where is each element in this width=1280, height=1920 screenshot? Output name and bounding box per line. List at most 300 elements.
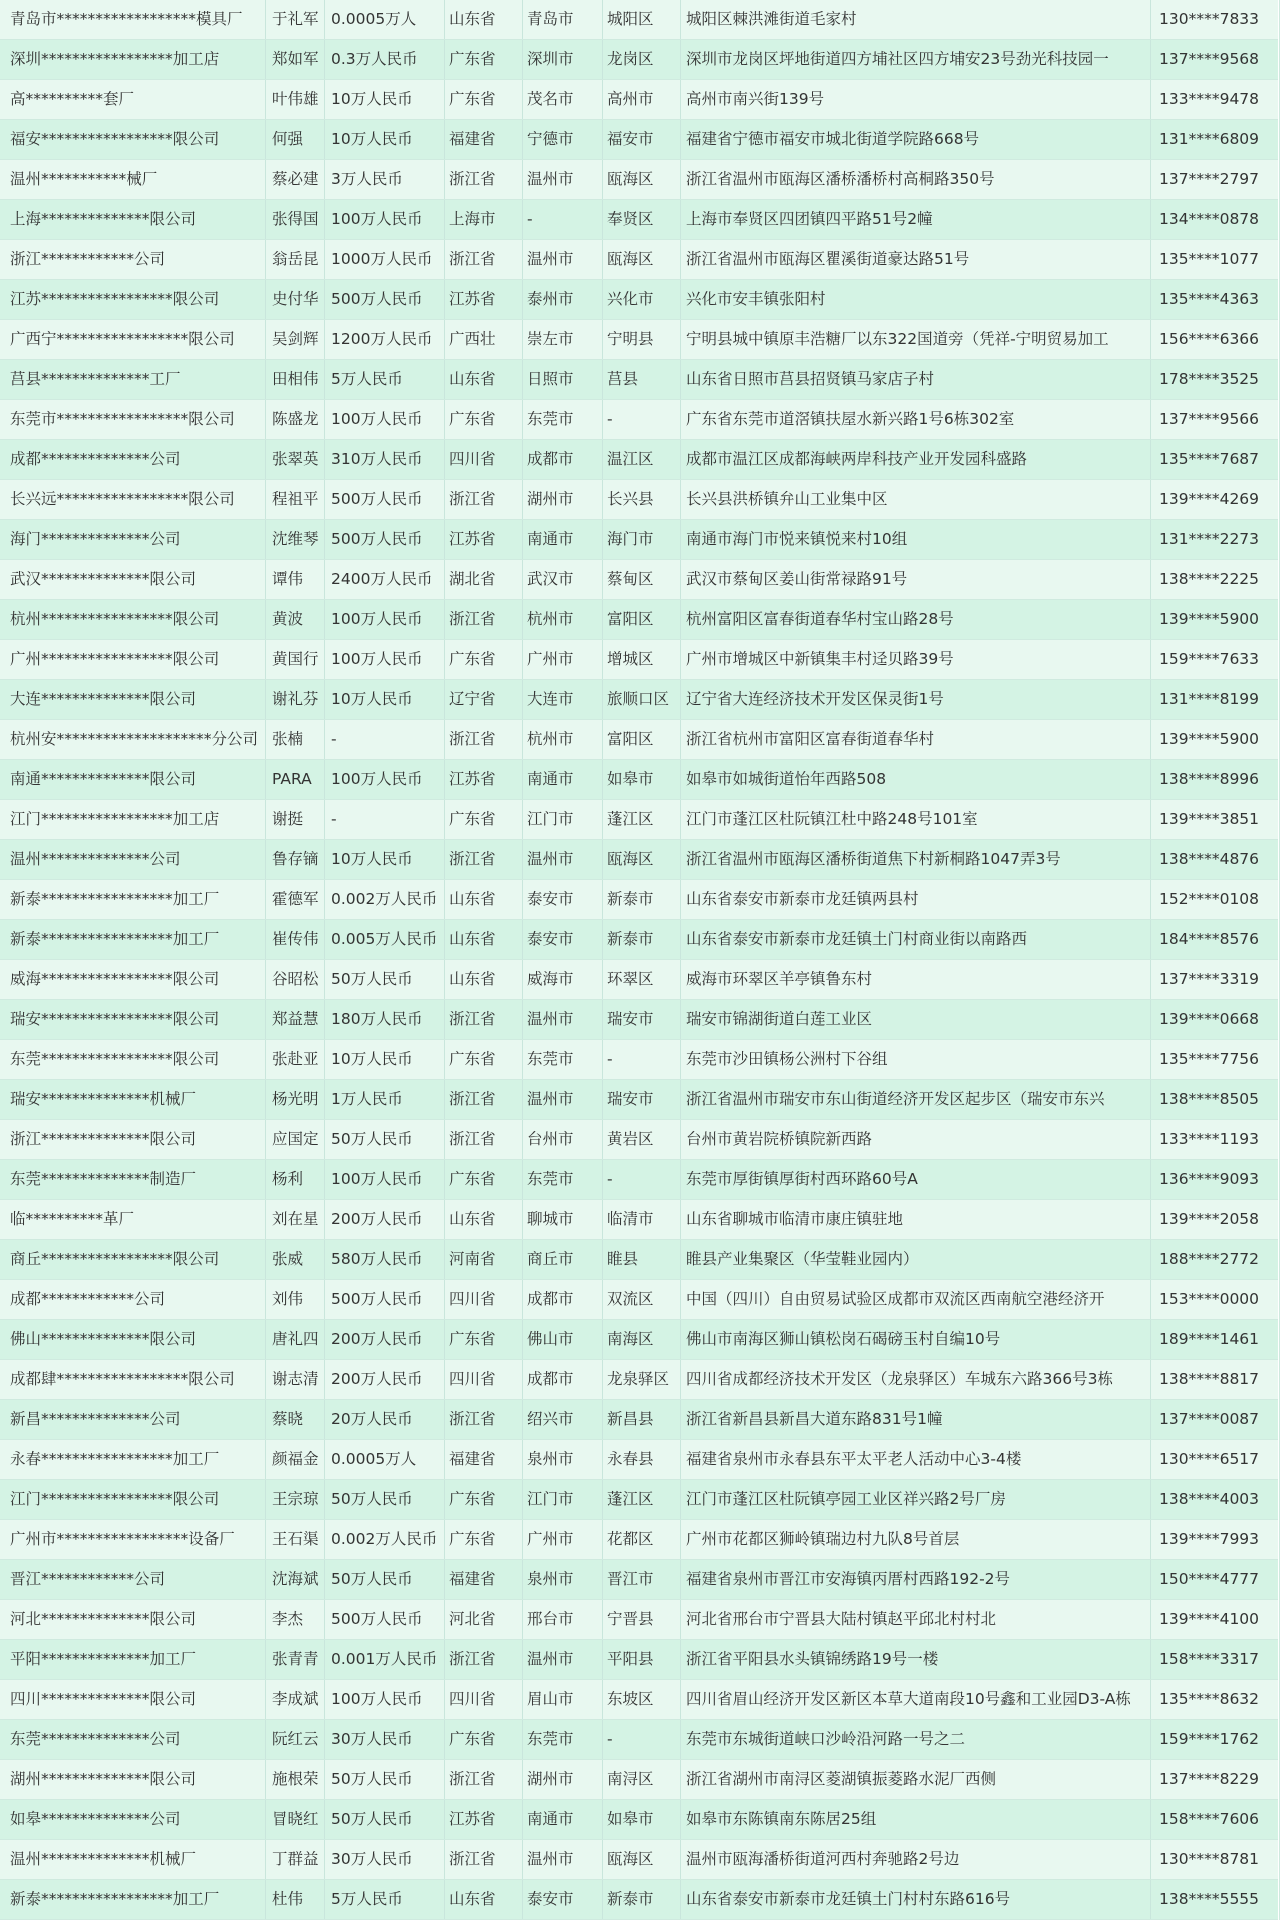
registered-capital-cell: 5万人民币 (325, 1880, 445, 1919)
address-cell: 佛山市南海区狮山镇松岗石碣磅玉村自编10号 (681, 1320, 1151, 1359)
legal-rep-cell: 阮红云 (266, 1720, 325, 1759)
table-row (0, 840, 1278, 880)
table-row (0, 760, 1278, 800)
registered-capital-cell: 50万人民币 (325, 1120, 445, 1159)
city-cell: 温州市 (523, 1840, 603, 1879)
registered-capital-cell: 3万人民币 (325, 160, 445, 199)
registered-capital-cell: 10万人民币 (325, 840, 445, 879)
legal-rep-cell: 霍德军 (266, 880, 325, 919)
district-cell: 瓯海区 (603, 240, 681, 279)
address-cell: 四川省成都经济技术开发区（龙泉驿区）车城东六路366号3栋 (681, 1360, 1151, 1399)
legal-rep-cell: 叶伟雄 (266, 80, 325, 119)
company-name-cell: 成都**************公司 (0, 440, 266, 479)
province-cell: 广东省 (445, 40, 523, 79)
address-cell: 东莞市厚街镇厚街村西环路60号A (681, 1160, 1151, 1199)
company-name-cell: 晋江************公司 (0, 1560, 266, 1599)
province-cell: 广东省 (445, 400, 523, 439)
registered-capital-cell: - (325, 720, 445, 759)
legal-rep-cell: 沈海斌 (266, 1560, 325, 1599)
district-cell: 瓯海区 (603, 160, 681, 199)
city-cell: 日照市 (523, 360, 603, 399)
registered-capital-cell: 200万人民币 (325, 1360, 445, 1399)
province-cell: 广东省 (445, 1720, 523, 1759)
legal-rep-cell: 杜伟 (266, 1880, 325, 1919)
company-name-cell: 上海**************限公司 (0, 200, 266, 239)
legal-rep-cell: 陈盛龙 (266, 400, 325, 439)
company-name-cell: 广州*****************限公司 (0, 640, 266, 679)
table-row (0, 1520, 1278, 1560)
company-name-cell: 江苏*****************限公司 (0, 280, 266, 319)
district-cell: 双流区 (603, 1280, 681, 1319)
district-cell: 蓬江区 (603, 800, 681, 839)
district-cell: 旅顺口区 (603, 680, 681, 719)
district-cell: 新泰市 (603, 920, 681, 959)
legal-rep-cell: 丁群益 (266, 1840, 325, 1879)
phone-cell: 139****5900 (1159, 730, 1260, 748)
phone-cell: 131****6809 (1159, 130, 1260, 148)
legal-rep-cell: 谢志清 (266, 1360, 325, 1399)
phone-cell: 131****2273 (1159, 530, 1260, 548)
city-cell: 温州市 (523, 1000, 603, 1039)
city-cell: 南通市 (523, 520, 603, 559)
province-cell: 湖北省 (445, 560, 523, 599)
province-cell: 福建省 (445, 1560, 523, 1599)
legal-rep-cell: 黄波 (266, 600, 325, 639)
address-cell: 福建省宁德市福安市城北街道学院路668号 (681, 120, 1151, 159)
phone-cell: 152****0108 (1159, 890, 1260, 908)
phone-cell: 150****4777 (1159, 1570, 1260, 1588)
table-row (0, 1720, 1278, 1760)
company-name-cell: 瑞安**************机械厂 (0, 1080, 266, 1119)
legal-rep-cell: PARA (266, 760, 325, 799)
registered-capital-cell: 1200万人民币 (325, 320, 445, 359)
province-cell: 广东省 (445, 1320, 523, 1359)
phone-cell: 131****8199 (1159, 690, 1260, 708)
legal-rep-cell: 施根荣 (266, 1760, 325, 1799)
address-cell: 浙江省温州市瑞安市东山街道经济开发区起步区（瑞安市东兴 (681, 1080, 1151, 1119)
registered-capital-cell: 1万人民币 (325, 1080, 445, 1119)
table-row (0, 720, 1278, 760)
registered-capital-cell: 0.005万人民币 (325, 920, 445, 959)
district-cell: 如皋市 (603, 1800, 681, 1839)
province-cell: 浙江省 (445, 160, 523, 199)
table-row (0, 1040, 1278, 1080)
address-cell: 广州市花都区狮岭镇瑞边村九队8号首层 (681, 1520, 1151, 1559)
registered-capital-cell: 100万人民币 (325, 600, 445, 639)
phone-cell: 137****2797 (1159, 170, 1260, 188)
district-cell: 增城区 (603, 640, 681, 679)
phone-cell: 137****9568 (1159, 50, 1260, 68)
city-cell: 深圳市 (523, 40, 603, 79)
district-cell: 晋江市 (603, 1560, 681, 1599)
province-cell: 浙江省 (445, 1400, 523, 1439)
address-cell: 武汉市蔡甸区姜山街常禄路91号 (681, 560, 1151, 599)
table-row (0, 360, 1278, 400)
province-cell: 浙江省 (445, 480, 523, 519)
city-cell: 东莞市 (523, 1160, 603, 1199)
city-cell: 南通市 (523, 760, 603, 799)
company-name-cell: 大连**************限公司 (0, 680, 266, 719)
phone-cell: 138****8505 (1159, 1090, 1260, 1108)
city-cell: 泰安市 (523, 920, 603, 959)
registered-capital-cell: 10万人民币 (325, 680, 445, 719)
city-cell: 湖州市 (523, 480, 603, 519)
legal-rep-cell: 谭伟 (266, 560, 325, 599)
district-cell: 永春县 (603, 1440, 681, 1479)
phone-cell: 139****4269 (1159, 490, 1260, 508)
table-row (0, 1440, 1278, 1480)
district-cell: 南海区 (603, 1320, 681, 1359)
province-cell: 四川省 (445, 1280, 523, 1319)
company-name-cell: 武汉**************限公司 (0, 560, 266, 599)
province-cell: 四川省 (445, 1680, 523, 1719)
address-cell: 温州市瓯海潘桥街道河西村奔驰路2号边 (681, 1840, 1151, 1879)
district-cell: 蔡甸区 (603, 560, 681, 599)
province-cell: 浙江省 (445, 1760, 523, 1799)
city-cell: 湖州市 (523, 1760, 603, 1799)
province-cell: 浙江省 (445, 1840, 523, 1879)
registered-capital-cell: 10万人民币 (325, 120, 445, 159)
address-cell: 浙江省温州市瓯海区潘桥街道焦下村新桐路1047弄3号 (681, 840, 1151, 879)
phone-cell: 158****7606 (1159, 1810, 1260, 1828)
table-row (0, 960, 1278, 1000)
company-name-cell: 平阳**************加工厂 (0, 1640, 266, 1679)
company-name-cell: 浙江**************限公司 (0, 1120, 266, 1159)
registered-capital-cell: 30万人民币 (325, 1840, 445, 1879)
registered-capital-cell: 20万人民币 (325, 1400, 445, 1439)
district-cell: 温江区 (603, 440, 681, 479)
table-row (0, 640, 1278, 680)
province-cell: 广东省 (445, 1480, 523, 1519)
company-name-cell: 杭州*****************限公司 (0, 600, 266, 639)
phone-cell: 136****9093 (1159, 1170, 1260, 1188)
registered-capital-cell: 50万人民币 (325, 1760, 445, 1799)
legal-rep-cell: 鲁存镝 (266, 840, 325, 879)
table-row (0, 40, 1278, 80)
company-name-cell: 江门*****************加工店 (0, 800, 266, 839)
district-cell: 高州市 (603, 80, 681, 119)
legal-rep-cell: 唐礼四 (266, 1320, 325, 1359)
address-cell: 上海市奉贤区四团镇四平路51号2幢 (681, 200, 1151, 239)
city-cell: 温州市 (523, 160, 603, 199)
registered-capital-cell: 200万人民币 (325, 1320, 445, 1359)
legal-rep-cell: 张威 (266, 1240, 325, 1279)
district-cell: 宁明县 (603, 320, 681, 359)
phone-cell: 138****8996 (1159, 770, 1260, 788)
table-row (0, 1840, 1278, 1880)
phone-cell: 159****1762 (1159, 1730, 1260, 1748)
table-row (0, 1280, 1278, 1320)
registered-capital-cell: 100万人民币 (325, 400, 445, 439)
province-cell: 广东省 (445, 1160, 523, 1199)
address-cell: 河北省邢台市宁晋县大陆村镇赵平邱北村村北 (681, 1600, 1151, 1639)
address-cell: 江门市蓬江区杜阮镇江杜中路248号101室 (681, 800, 1151, 839)
phone-cell: 135****8632 (1159, 1690, 1260, 1708)
table-row (0, 1160, 1278, 1200)
table-row (0, 1080, 1278, 1120)
phone-cell: 153****0000 (1159, 1290, 1260, 1308)
registered-capital-cell: 30万人民币 (325, 1720, 445, 1759)
address-cell: 宁明县城中镇原丰浩糖厂以东322国道旁（凭祥-宁明贸易加工 (681, 320, 1151, 359)
registered-capital-cell: 0.3万人民币 (325, 40, 445, 79)
company-name-cell: 东莞**************制造厂 (0, 1160, 266, 1199)
company-name-cell: 河北**************限公司 (0, 1600, 266, 1639)
province-cell: 浙江省 (445, 720, 523, 759)
city-cell: 商丘市 (523, 1240, 603, 1279)
district-cell: 兴化市 (603, 280, 681, 319)
province-cell: 江苏省 (445, 760, 523, 799)
city-cell: 东莞市 (523, 400, 603, 439)
city-cell: 温州市 (523, 1080, 603, 1119)
phone-cell: 139****7993 (1159, 1530, 1260, 1548)
address-cell: 台州市黄岩院桥镇院新西路 (681, 1120, 1151, 1159)
address-cell: 长兴县洪桥镇弁山工业集中区 (681, 480, 1151, 519)
company-name-cell: 高**********套厂 (0, 80, 266, 119)
city-cell: 眉山市 (523, 1680, 603, 1719)
address-cell: 高州市南兴街139号 (681, 80, 1151, 119)
city-cell: 温州市 (523, 240, 603, 279)
city-cell: 杭州市 (523, 600, 603, 639)
district-cell: 福安市 (603, 120, 681, 159)
company-name-cell: 杭州安********************分公司 (0, 720, 266, 759)
district-cell: 东坡区 (603, 1680, 681, 1719)
province-cell: 广东省 (445, 640, 523, 679)
phone-cell: 159****7633 (1159, 650, 1260, 668)
province-cell: 山东省 (445, 0, 523, 39)
province-cell: 四川省 (445, 440, 523, 479)
phone-cell: 135****7687 (1159, 450, 1260, 468)
address-cell: 睢县产业集聚区（华莹鞋业园内） (681, 1240, 1151, 1279)
province-cell: 江苏省 (445, 1800, 523, 1839)
table-row (0, 240, 1278, 280)
province-cell: 辽宁省 (445, 680, 523, 719)
district-cell: 蓬江区 (603, 1480, 681, 1519)
company-name-cell: 温州**************机械厂 (0, 1840, 266, 1879)
registered-capital-cell: 0.0005万人 (325, 1440, 445, 1479)
phone-cell: 138****4876 (1159, 850, 1260, 868)
registered-capital-cell: 500万人民币 (325, 280, 445, 319)
registered-capital-cell: 100万人民币 (325, 1680, 445, 1719)
district-cell: 富阳区 (603, 600, 681, 639)
city-cell: 广州市 (523, 1520, 603, 1559)
phone-cell: 139****5900 (1159, 610, 1260, 628)
registered-capital-cell: 200万人民币 (325, 1200, 445, 1239)
registered-capital-cell: 100万人民币 (325, 640, 445, 679)
province-cell: 河南省 (445, 1240, 523, 1279)
legal-rep-cell: 吴剑辉 (266, 320, 325, 359)
city-cell: 武汉市 (523, 560, 603, 599)
registered-capital-cell: 500万人民币 (325, 1600, 445, 1639)
address-cell: 四川省眉山经济开发区新区本草大道南段10号鑫和工业园D3-A栋 (681, 1680, 1151, 1719)
table-row (0, 0, 1278, 40)
table-row (0, 440, 1278, 480)
legal-rep-cell: 谷昭松 (266, 960, 325, 999)
legal-rep-cell: 崔传伟 (266, 920, 325, 959)
phone-cell: 138****8817 (1159, 1370, 1260, 1388)
city-cell: 聊城市 (523, 1200, 603, 1239)
legal-rep-cell: 李杰 (266, 1600, 325, 1639)
company-name-cell: 如皋**************公司 (0, 1800, 266, 1839)
address-cell: 浙江省新昌县新昌大道东路831号1幢 (681, 1400, 1151, 1439)
phone-cell: 133****1193 (1159, 1130, 1260, 1148)
province-cell: 福建省 (445, 1440, 523, 1479)
district-cell: 瓯海区 (603, 1840, 681, 1879)
province-cell: 山东省 (445, 360, 523, 399)
district-cell: 新泰市 (603, 880, 681, 919)
address-cell: 福建省泉州市晋江市安海镇丙厝村西路192-2号 (681, 1560, 1151, 1599)
table-row (0, 1120, 1278, 1160)
company-name-cell: 新泰*****************加工厂 (0, 1880, 266, 1919)
phone-cell: 139****2058 (1159, 1210, 1260, 1228)
address-cell: 浙江省平阳县水头镇锦绣路19号一楼 (681, 1640, 1151, 1679)
company-name-cell: 福安*****************限公司 (0, 120, 266, 159)
legal-rep-cell: 谢礼芬 (266, 680, 325, 719)
address-cell: 如皋市如城街道怡年西路508 (681, 760, 1151, 799)
company-name-cell: 湖州**************限公司 (0, 1760, 266, 1799)
address-cell: 福建省泉州市永春县东平太平老人活动中心3-4楼 (681, 1440, 1151, 1479)
table-row (0, 800, 1278, 840)
phone-cell: 135****7756 (1159, 1050, 1260, 1068)
registered-capital-cell: 500万人民币 (325, 1280, 445, 1319)
district-cell: 南浔区 (603, 1760, 681, 1799)
district-cell: 花都区 (603, 1520, 681, 1559)
province-cell: 河北省 (445, 1600, 523, 1639)
registered-capital-cell: 0.0005万人 (325, 0, 445, 39)
phone-cell: 158****3317 (1159, 1650, 1260, 1668)
province-cell: 浙江省 (445, 1000, 523, 1039)
province-cell: 浙江省 (445, 240, 523, 279)
company-name-cell: 东莞市*****************限公司 (0, 400, 266, 439)
district-cell: 龙泉驿区 (603, 1360, 681, 1399)
company-name-cell: 佛山**************限公司 (0, 1320, 266, 1359)
table-row (0, 920, 1278, 960)
district-cell: - (603, 1160, 681, 1199)
city-cell: 东莞市 (523, 1720, 603, 1759)
legal-rep-cell: 王石渠 (266, 1520, 325, 1559)
legal-rep-cell: 杨利 (266, 1160, 325, 1199)
phone-cell: 188****2772 (1159, 1250, 1260, 1268)
company-name-cell: 商丘*****************限公司 (0, 1240, 266, 1279)
phone-cell: 137****9566 (1159, 410, 1260, 428)
table-row (0, 1760, 1278, 1800)
city-cell: 泉州市 (523, 1560, 603, 1599)
city-cell: 温州市 (523, 840, 603, 879)
company-name-cell: 成都************公司 (0, 1280, 266, 1319)
address-cell: 东莞市沙田镇杨公洲村下谷组 (681, 1040, 1151, 1079)
province-cell: 广西壮 (445, 320, 523, 359)
company-name-cell: 南通**************限公司 (0, 760, 266, 799)
table-row (0, 1600, 1278, 1640)
city-cell: 泉州市 (523, 1440, 603, 1479)
address-cell: 杭州富阳区富春街道春华村宝山路28号 (681, 600, 1151, 639)
city-cell: 南通市 (523, 1800, 603, 1839)
address-cell: 辽宁省大连经济技术开发区保灵街1号 (681, 680, 1151, 719)
province-cell: 广东省 (445, 1520, 523, 1559)
district-cell: 瑞安市 (603, 1080, 681, 1119)
city-cell: 佛山市 (523, 1320, 603, 1359)
registered-capital-cell: 50万人民币 (325, 1560, 445, 1599)
province-cell: 广东省 (445, 80, 523, 119)
legal-rep-cell: 张翠英 (266, 440, 325, 479)
province-cell: 山东省 (445, 1200, 523, 1239)
phone-cell: 135****4363 (1159, 290, 1260, 308)
province-cell: 浙江省 (445, 1080, 523, 1119)
city-cell: 邢台市 (523, 1600, 603, 1639)
province-cell: 上海市 (445, 200, 523, 239)
district-cell: 睢县 (603, 1240, 681, 1279)
registered-capital-cell: 1000万人民币 (325, 240, 445, 279)
address-cell: 兴化市安丰镇张阳村 (681, 280, 1151, 319)
legal-rep-cell: 黄国行 (266, 640, 325, 679)
address-cell: 山东省泰安市新泰市龙廷镇两县村 (681, 880, 1151, 919)
registered-capital-cell: 2400万人民币 (325, 560, 445, 599)
district-cell: 海门市 (603, 520, 681, 559)
address-cell: 山东省聊城市临清市康庄镇驻地 (681, 1200, 1151, 1239)
city-cell: 绍兴市 (523, 1400, 603, 1439)
address-cell: 中国（四川）自由贸易试验区成都市双流区西南航空港经济开 (681, 1280, 1151, 1319)
city-cell: 温州市 (523, 1640, 603, 1679)
company-name-cell: 浙江************公司 (0, 240, 266, 279)
phone-cell: 138****2225 (1159, 570, 1260, 588)
city-cell: 成都市 (523, 440, 603, 479)
city-cell: 泰安市 (523, 880, 603, 919)
company-name-cell: 临**********革厂 (0, 1200, 266, 1239)
table-row (0, 120, 1278, 160)
phone-cell: 178****3525 (1159, 370, 1260, 388)
company-name-cell: 长兴远*****************限公司 (0, 480, 266, 519)
district-cell: - (603, 1040, 681, 1079)
table-row (0, 1640, 1278, 1680)
city-cell: 江门市 (523, 800, 603, 839)
phone-cell: 139****4100 (1159, 1610, 1260, 1628)
registered-capital-cell: 100万人民币 (325, 760, 445, 799)
legal-rep-cell: 郑益慧 (266, 1000, 325, 1039)
table-row (0, 1200, 1278, 1240)
address-cell: 江门市蓬江区杜阮镇亭园工业区祥兴路2号厂房 (681, 1480, 1151, 1519)
legal-rep-cell: 张赴亚 (266, 1040, 325, 1079)
company-name-cell: 永春*****************加工厂 (0, 1440, 266, 1479)
district-cell: - (603, 400, 681, 439)
phone-cell: 130****8781 (1159, 1850, 1260, 1868)
address-cell: 山东省日照市莒县招贤镇马家店子村 (681, 360, 1151, 399)
city-cell: 茂名市 (523, 80, 603, 119)
registered-capital-cell: 100万人民币 (325, 200, 445, 239)
legal-rep-cell: 谢挺 (266, 800, 325, 839)
registered-capital-cell: 10万人民币 (325, 1040, 445, 1079)
city-cell: 广州市 (523, 640, 603, 679)
address-cell: 浙江省温州市瓯海区瞿溪街道豪达路51号 (681, 240, 1151, 279)
registered-capital-cell: - (325, 800, 445, 839)
province-cell: 浙江省 (445, 600, 523, 639)
company-name-cell: 江门*****************限公司 (0, 1480, 266, 1519)
legal-rep-cell: 张楠 (266, 720, 325, 759)
phone-cell: 184****8576 (1159, 930, 1260, 948)
district-cell: 新昌县 (603, 1400, 681, 1439)
city-cell: 成都市 (523, 1360, 603, 1399)
district-cell: 长兴县 (603, 480, 681, 519)
legal-rep-cell: 史付华 (266, 280, 325, 319)
city-cell: 东莞市 (523, 1040, 603, 1079)
table-row (0, 80, 1278, 120)
district-cell: 城阳区 (603, 0, 681, 39)
legal-rep-cell: 沈维琴 (266, 520, 325, 559)
company-name-cell: 东莞**************公司 (0, 1720, 266, 1759)
company-name-cell: 广西宁*****************限公司 (0, 320, 266, 359)
legal-rep-cell: 张青青 (266, 1640, 325, 1679)
table-row (0, 1360, 1278, 1400)
province-cell: 四川省 (445, 1360, 523, 1399)
district-cell: 黄岩区 (603, 1120, 681, 1159)
